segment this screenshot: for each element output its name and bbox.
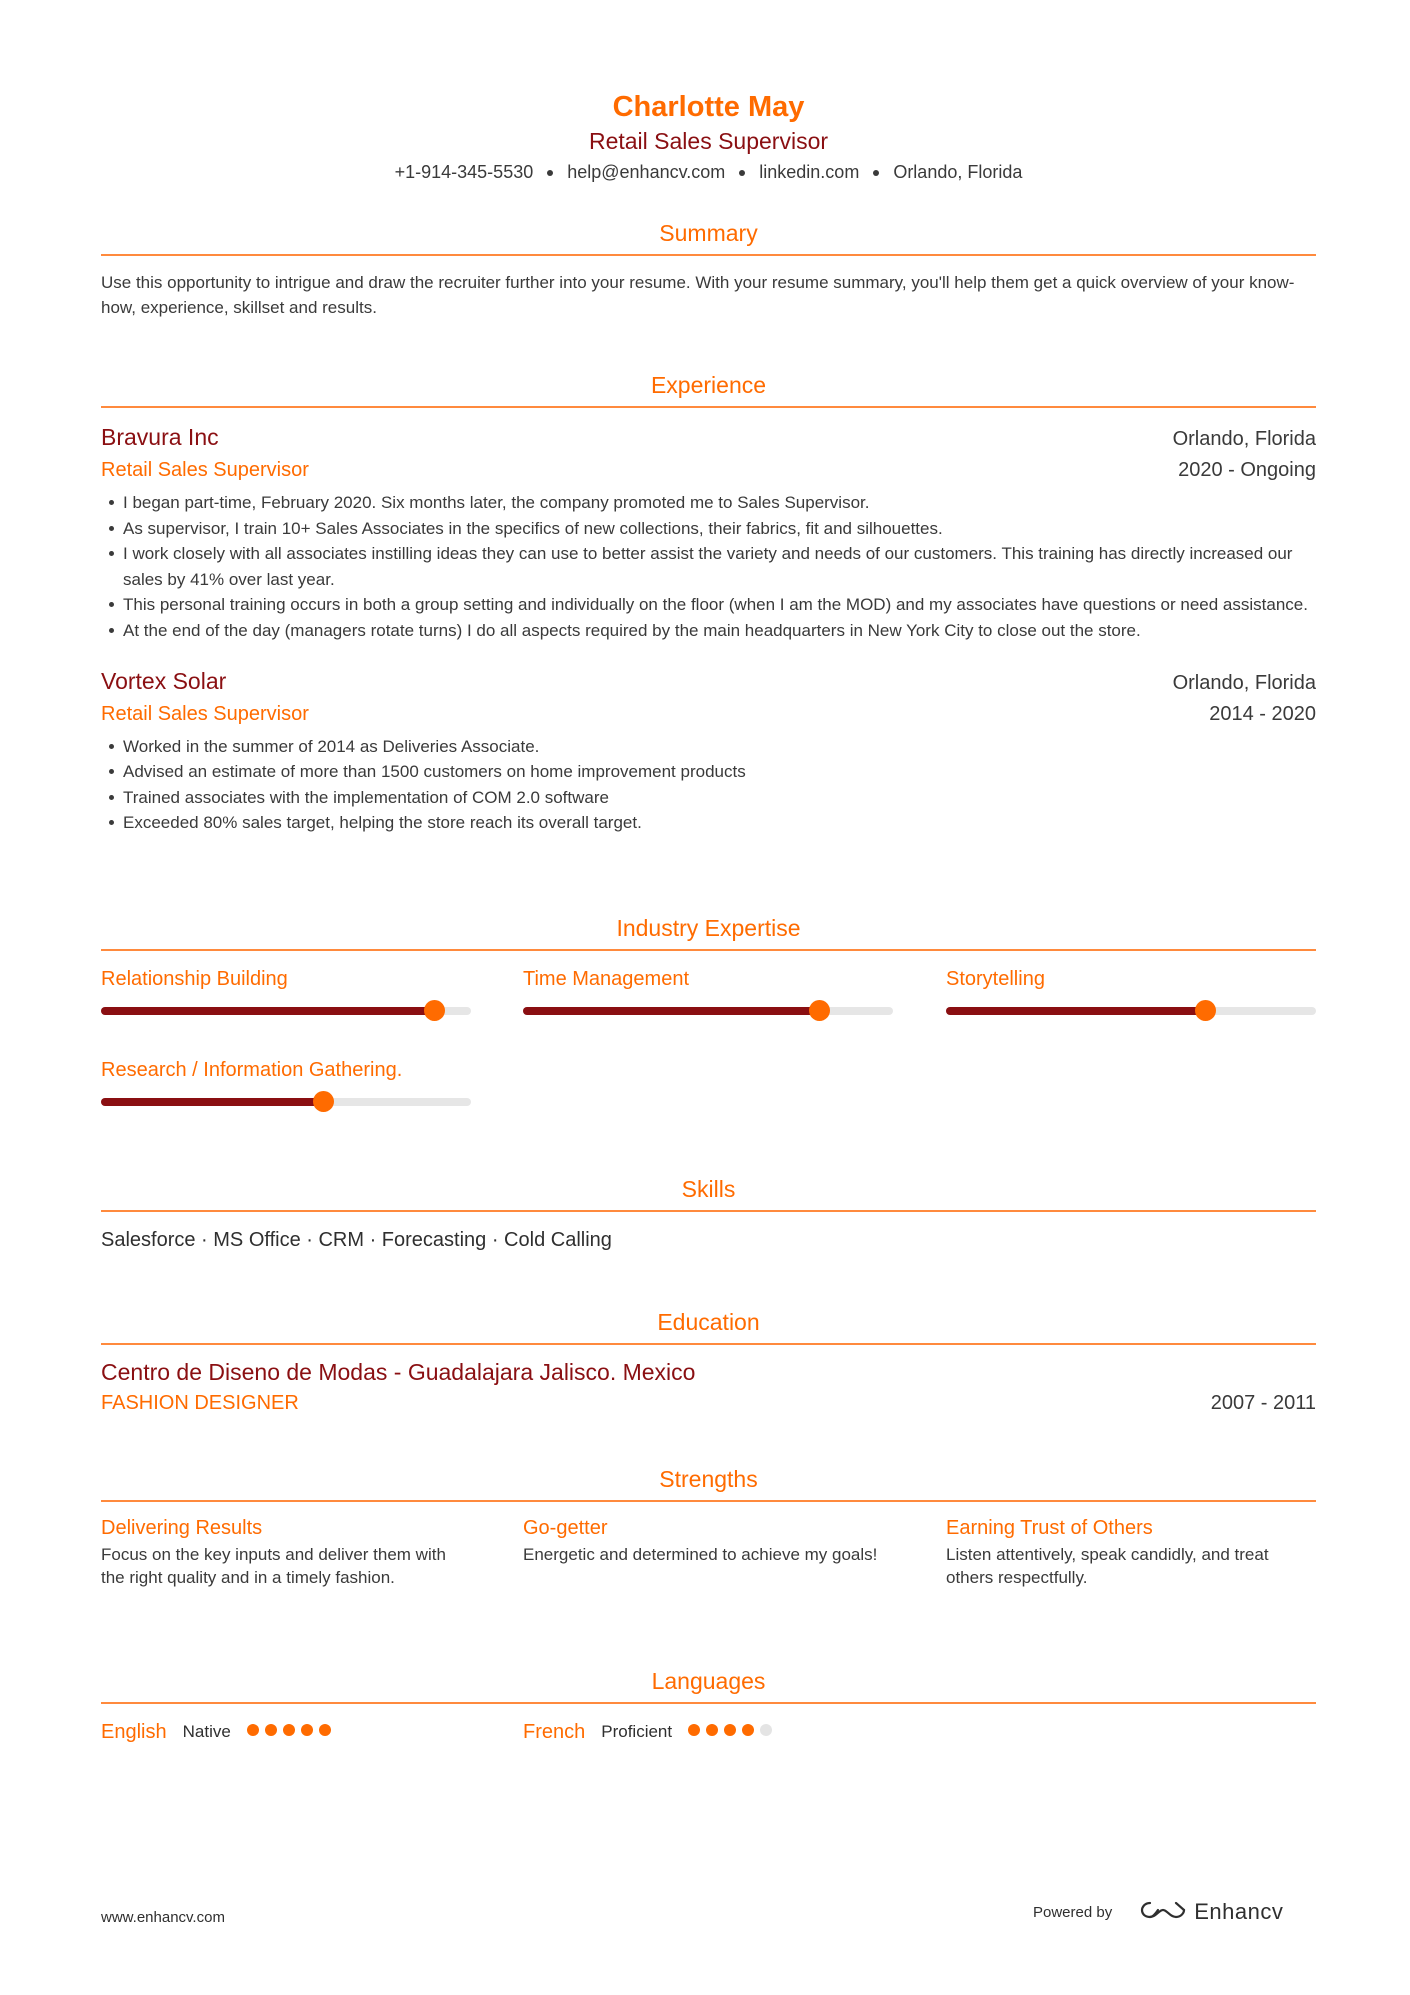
- separator-dot: [873, 170, 879, 176]
- strength-title: Go-getter: [523, 1517, 608, 1539]
- language-level: Proficient: [601, 1722, 673, 1741]
- footer-website[interactable]: www.enhancv.com: [101, 1909, 225, 1926]
- language-name: English: [101, 1721, 167, 1743]
- strength-description: Energetic and determined to achieve my goals!: [523, 1545, 878, 1564]
- expertise-knob: [424, 1000, 445, 1021]
- summary-heading: Summary: [659, 220, 758, 246]
- bullet-item: This personal training occurs in both a group setting and individually on the floor (when I am the MOD) and my associates have questions or need assistance.: [101, 592, 1316, 618]
- job-bullets: [101, 490, 1316, 644]
- expertise-label: Time Management: [523, 968, 689, 990]
- experience-heading: Experience: [650, 372, 767, 398]
- strengths-heading: Strengths: [659, 1466, 758, 1492]
- skills-heading: Skills: [681, 1176, 736, 1202]
- job-bullets: [101, 734, 1316, 836]
- candidate-name: Charlotte May: [612, 91, 805, 123]
- enhancv-logo-icon: [1140, 1899, 1186, 1925]
- language-dot-filled: [247, 1724, 259, 1736]
- language-dot-filled: [301, 1724, 313, 1736]
- strengths-section: [101, 1464, 1316, 1624]
- job-title: Retail Sales Supervisor: [101, 702, 309, 725]
- candidate-title: Retail Sales Supervisor: [588, 128, 829, 154]
- resume-page: [101, 0, 1316, 1743]
- language-name: French: [523, 1721, 586, 1743]
- strength-item: [946, 1514, 1316, 1589]
- section-divider: [101, 949, 1316, 951]
- language-dot-filled: [742, 1724, 754, 1736]
- strength-title: Delivering Results: [101, 1517, 263, 1539]
- summary-text: Use this opportunity to intrigue and draw the recruiter further into your resume. With your resume summary, you'll help them get a quick overview of your know-how, experience, skillset and results.: [101, 273, 1295, 317]
- section-divider: [101, 1210, 1316, 1212]
- expertise-knob: [313, 1091, 334, 1112]
- expertise-fill: [101, 1098, 323, 1106]
- expertise-item: [101, 1056, 471, 1106]
- phone: +1-914-345-5530: [394, 162, 534, 182]
- location: Orlando, Florida: [893, 162, 1023, 182]
- expertise-label: Relationship Building: [101, 968, 288, 990]
- education-section: [101, 1307, 1316, 1419]
- strength-description: Focus on the key inputs and deliver them with the right quality and in a timely fashion.: [101, 1545, 446, 1587]
- section-divider: [101, 406, 1316, 408]
- language-item: [523, 1718, 778, 1746]
- skills-section: [101, 1174, 1316, 1254]
- school-name: Centro de Diseno de Modas - Guadalajara Jalisco. Mexico: [101, 1359, 696, 1385]
- job-dates: 2020 - Ongoing: [1178, 459, 1316, 481]
- language-dot-filled: [706, 1724, 718, 1736]
- bullet-item: As supervisor, I train 10+ Sales Associates in the specifics of new collections, their fabrics, fit and silhouettes.: [101, 516, 1316, 542]
- section-divider: [101, 254, 1316, 256]
- expertise-fill: [946, 1007, 1205, 1015]
- strength-description: Listen attentively, speak candidly, and treat others respectfully.: [946, 1545, 1269, 1587]
- job-entry: [101, 422, 1316, 644]
- expertise-item: [101, 965, 471, 1015]
- expertise-grid: [101, 965, 1316, 1135]
- expertise-fill: [101, 1007, 434, 1015]
- job-dates: 2014 - 2020: [1209, 702, 1316, 725]
- languages-grid: [101, 1718, 1316, 1758]
- language-dot-filled: [688, 1724, 700, 1736]
- language-dot-empty: [760, 1724, 772, 1736]
- language-dots: [247, 1723, 337, 1741]
- bullet-item: I work closely with all associates instilling ideas they can use to better assist the variety and needs of our customers. This training has directly increased our sales by 41% over last year.: [101, 541, 1316, 592]
- strengths-grid: [101, 1514, 1316, 1624]
- bullet-item: Trained associates with the implementation of COM 2.0 software: [101, 785, 1316, 811]
- email-link[interactable]: help@enhancv.com: [567, 162, 726, 182]
- expertise-track: [946, 1007, 1316, 1015]
- language-dots: [688, 1723, 778, 1741]
- separator-dot: [547, 170, 553, 176]
- languages-heading: Languages: [651, 1668, 766, 1694]
- language-dot-filled: [319, 1724, 331, 1736]
- language-dot-filled: [724, 1724, 736, 1736]
- company-name: Bravura Inc: [101, 424, 219, 450]
- expertise-track: [101, 1007, 471, 1015]
- expertise-item: [523, 965, 893, 1015]
- bullet-item: Advised an estimate of more than 1500 customers on home improvement products: [101, 759, 1316, 785]
- expertise-track: [523, 1007, 893, 1015]
- language-dot-filled: [265, 1724, 277, 1736]
- bullet-item: At the end of the day (managers rotate turns) I do all aspects required by the main headquarters in New York City to close out the store.: [101, 618, 1316, 644]
- section-divider: [101, 1702, 1316, 1704]
- strength-title: Earning Trust of Others: [946, 1517, 1153, 1539]
- education-dates: 2007 - 2011: [1210, 1392, 1316, 1414]
- brand-name: Enhancv: [1194, 1899, 1284, 1924]
- degree: FASHION DESIGNER: [101, 1392, 299, 1414]
- section-divider: [101, 1500, 1316, 1502]
- expertise-heading: Industry Expertise: [616, 915, 801, 941]
- expertise-label: Storytelling: [946, 968, 1045, 990]
- powered-by-label: Powered by: [1033, 1903, 1113, 1921]
- linkedin-link[interactable]: linkedin.com: [759, 162, 860, 182]
- language-level: Native: [182, 1722, 231, 1741]
- job-location: Orlando, Florida: [1172, 671, 1316, 694]
- language-dot-filled: [283, 1724, 295, 1736]
- languages-section: [101, 1666, 1316, 1758]
- summary-section: [101, 218, 1316, 320]
- skills-list: Salesforce · MS Office · CRM · Forecasting · Cold Calling: [101, 1229, 612, 1251]
- contact-line: [101, 158, 1316, 186]
- education-heading: Education: [657, 1309, 760, 1335]
- bullet-item: Exceeded 80% sales target, helping the store reach its overall target.: [101, 810, 1316, 836]
- language-item: [101, 1718, 337, 1746]
- expertise-section: [101, 913, 1316, 1135]
- experience-section: [101, 370, 1316, 836]
- section-divider: [101, 1343, 1316, 1345]
- bullet-item: I began part-time, February 2020. Six months later, the company promoted me to Sales Supervisor.: [101, 490, 1316, 516]
- expertise-knob: [1195, 1000, 1216, 1021]
- strength-item: [101, 1514, 471, 1589]
- separator-dot: [739, 170, 745, 176]
- expertise-fill: [523, 1007, 819, 1015]
- job-entry: [101, 666, 1316, 836]
- footer-brand: [1033, 1899, 1283, 1925]
- job-location: Orlando, Florida: [1172, 428, 1316, 450]
- job-title: Retail Sales Supervisor: [101, 459, 309, 481]
- expertise-track: [101, 1098, 471, 1106]
- strength-item: [523, 1514, 893, 1567]
- bullet-item: Worked in the summer of 2014 as Deliveries Associate.: [101, 734, 1316, 760]
- resume-header: [101, 0, 1316, 186]
- expertise-knob: [809, 1000, 830, 1021]
- expertise-label: Research / Information Gathering.: [101, 1059, 403, 1081]
- expertise-item: [946, 965, 1316, 1015]
- company-name: Vortex Solar: [101, 667, 227, 694]
